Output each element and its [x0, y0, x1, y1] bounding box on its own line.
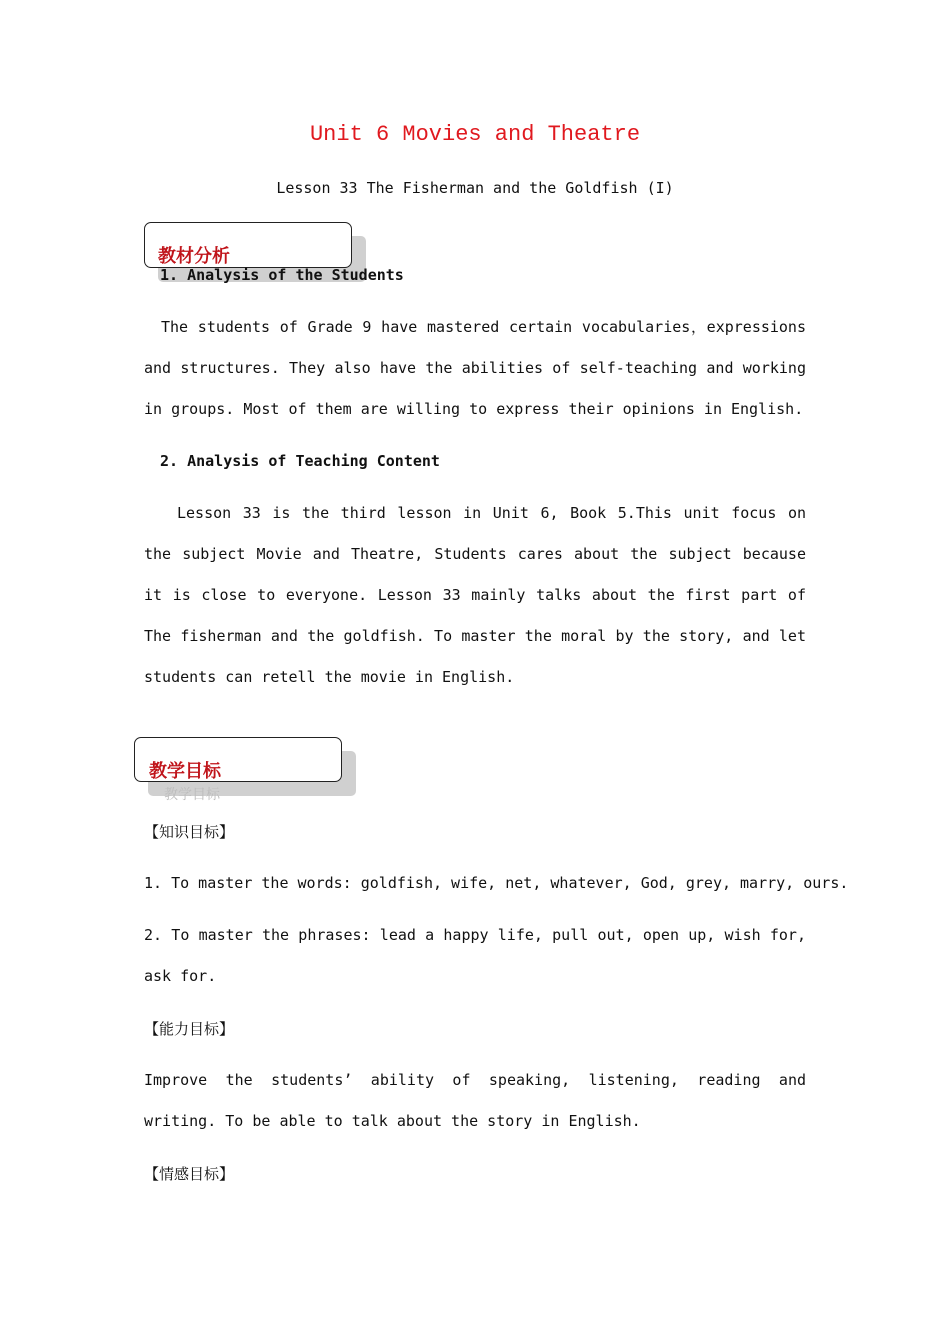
teaching-content-heading: 2. Analysis of Teaching Content — [160, 452, 440, 470]
section2-label: 教学目标 — [149, 761, 221, 782]
lesson-subtitle: Lesson 33 The Fisherman and the Goldfish (I) — [276, 179, 674, 197]
students-analysis-heading: 1. Analysis of the Students — [160, 266, 404, 284]
emotion-objectives-title: 【情感目标】 — [144, 1165, 235, 1183]
teaching-content-paragraph: Lesson 33 is the third lesson in Unit 6, Book 5.This unit focus on the subject Movie and Theatre, Students cares about the subject because it is close to everyone. Lesson 33 mainly talks about the first part of The fisherman and the goldfish. To master the moral by the story, and let students can retell the movie in English. — [144, 504, 806, 686]
students-analysis-paragraph: The students of Grade 9 have mastered certain vocabularies，expressions and structures. They also have the abilities of self-teaching and working in groups. Most of them are willing to express their opinions in English. — [144, 318, 806, 418]
section2-ghost-label: 教学目标 — [164, 787, 220, 803]
ability-objectives-title: 【能力目标】 — [144, 1020, 235, 1038]
document-title: Unit 6 Movies and Theatre — [309, 122, 641, 147]
knowledge-objective-phrases: 2. To master the phrases: lead a happy life, pull out, open up, wish for, ask for. — [144, 926, 806, 985]
knowledge-objective-words: 1. To master the words: goldfish, wife, net, whatever, God, grey, marry, ours. — [144, 874, 849, 892]
knowledge-objectives-title: 【知识目标】 — [144, 823, 235, 841]
section1-label: 教材分析 — [158, 246, 230, 267]
ability-objective-text: Improve the students’ ability of speaking, listening, reading and writing. To be able to talk about the story in English. — [144, 1071, 806, 1130]
